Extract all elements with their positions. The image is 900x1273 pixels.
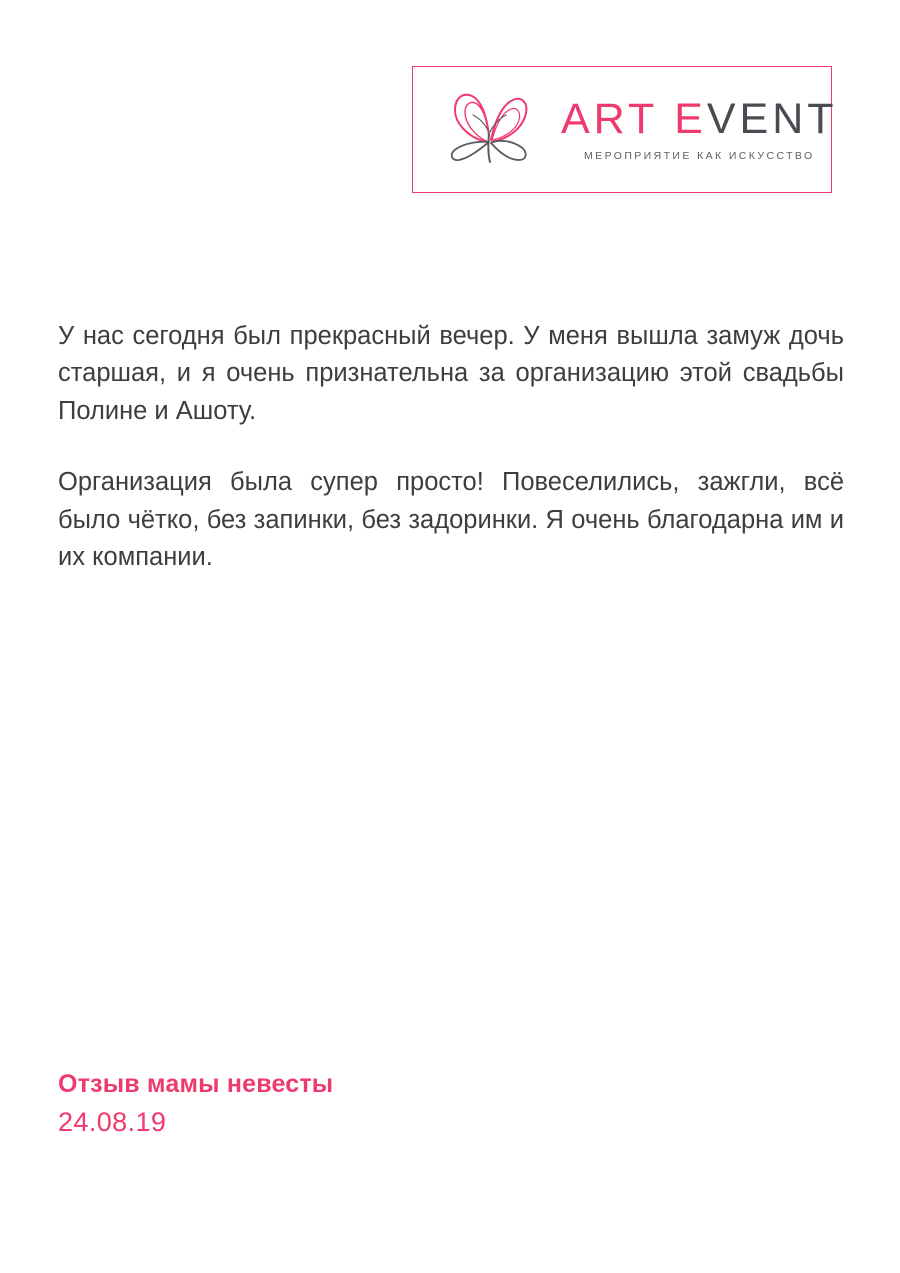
logo-wordmark bbox=[561, 94, 838, 143]
testimonial-paragraph-1: У нас сегодня был прекрасный вечер. У меня вышла замуж дочь старшая, и я очень признательна за организацию этой свадьбы Полине и Ашоту. bbox=[58, 322, 844, 425]
logo-tagline: МЕРОПРИЯТИЕ КАК ИСКУССТВО bbox=[584, 149, 815, 162]
butterfly-icon bbox=[429, 80, 557, 180]
logo-word-e: E bbox=[674, 94, 707, 143]
logo-text bbox=[557, 94, 852, 162]
logo-word-vent: VENT bbox=[706, 94, 838, 143]
signature-block bbox=[58, 1068, 333, 1140]
signature-date: 24.08.19 bbox=[58, 1106, 167, 1137]
testimonial-paragraph-2: Организация была супер просто! Повеселились, зажгли, всё было чётко, без запинки, без задоринки. Я очень благодарна им и их компании. bbox=[58, 468, 844, 572]
logo-frame bbox=[412, 66, 838, 193]
logo-word-art: ART bbox=[561, 94, 659, 143]
signature-author: Отзыв мамы невесты bbox=[58, 1070, 334, 1098]
testimonial-body bbox=[58, 318, 844, 577]
logo-inner bbox=[413, 67, 838, 192]
